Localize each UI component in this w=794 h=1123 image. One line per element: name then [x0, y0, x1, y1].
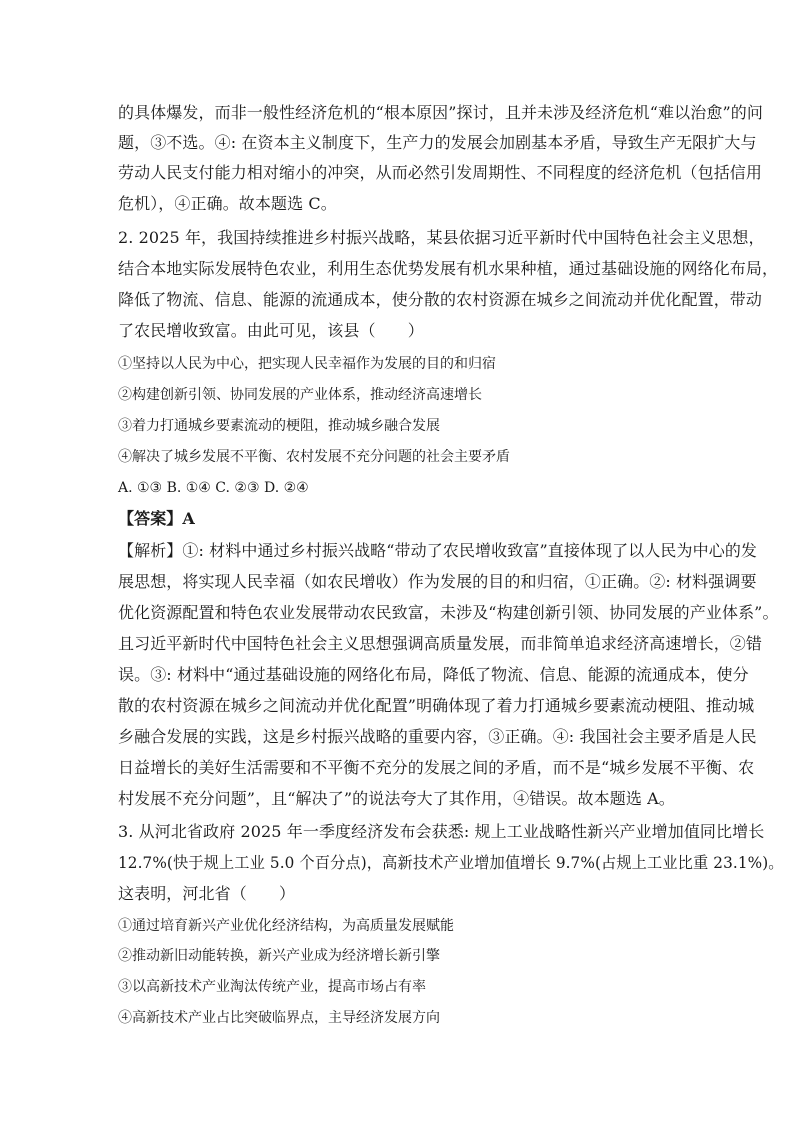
- question-2-stem: 了农民增收致富。由此可见，该县（ ）: [118, 321, 424, 340]
- question-3-option-4: ④高新技术产业占比突破临界点，主导经济发展方向: [118, 1010, 440, 1026]
- text-line: 劳动人民支付能力相对缩小的冲突，从而必然引发周期性、不同程度的经济危机（包括信用: [118, 163, 763, 182]
- question-3-stem: 这表明，河北省（ ）: [118, 884, 296, 903]
- text-line: 的具体爆发，而非一般性经济危机的“根本原因”探讨，且并未涉及经济危机“难以治愈”的问: [118, 103, 763, 122]
- question-2-option-2: ②构建创新引领、协同发展的产业体系，推动经济高速增长: [118, 387, 482, 403]
- question-2-choices: A. ①③ B. ①④ C. ②③ D. ②④: [118, 480, 309, 496]
- question-3-option-1: ①通过培育新兴产业优化经济结构，为高质量发展赋能: [118, 918, 454, 934]
- answer-label: 【答案】A: [118, 509, 195, 528]
- question-3-option-3: ③以高新技术产业淘汰传统产业，提高市场占有率: [118, 979, 426, 995]
- question-3-option-2: ②推动新旧动能转换，新兴产业成为经济增长新引擎: [118, 948, 440, 964]
- analysis-line: 展思想，将实现人民幸福（如农民增收）作为发展的目的和归宿，①正确。②: 材料强调要: [118, 572, 757, 591]
- analysis-line: 优化资源配置和特色农业发展带动农民致富，未涉及“构建创新引领、协同发展的产业体系”。: [118, 603, 779, 622]
- question-2-stem: 结合本地实际发展特色农业，利用生态优势发展有机水果种植，通过基础设施的网络化布局，: [118, 259, 779, 278]
- analysis-line: 【解析】①: 材料中通过乡村振兴战略“带动了农民增收致富”直接体现了以人民为中心的发: [118, 541, 758, 560]
- question-2-option-3: ③着力打通城乡要素流动的梗阻，推动城乡融合发展: [118, 418, 440, 434]
- analysis-line: 日益增长的美好生活需要和不平衡不充分的发展之间的矛盾，而不是“城乡发展不平衡、农: [118, 758, 755, 777]
- text-line: 危机），④正确。故本题选 C。: [118, 194, 337, 213]
- question-3-stem: 12.7%(快于规上工业 5.0 个百分点)，高新技术产业增加值增长 9.7%(占规上工业比重 23.1%)。: [118, 853, 784, 872]
- analysis-line: 且习近平新时代中国特色社会主义思想强调高质量发展，而非简单追求经济高速增长，②错: [118, 634, 763, 653]
- analysis-line: 散的农村资源在城乡之间流动并优化配置”明确体现了着力打通城乡要素流动梗阻、推动城: [118, 696, 755, 715]
- analysis-line: 误。③: 材料中“通过基础设施的网络化布局，降低了物流、信息、能源的流通成本，使分: [118, 665, 749, 684]
- question-2-stem: 降低了物流、信息、能源的流通成本，使分散的农村资源在城乡之间流动并优化配置，带动: [118, 290, 763, 309]
- question-3-stem: 3. 从河北省政府 2025 年一季度经济发布会获悉: 规上工业战略性新兴产业增加值同比增长: [118, 822, 765, 841]
- text-line: 题，③不选。④: 在资本主义制度下，生产力的发展会加剧基本矛盾，导致生产无限扩大与: [118, 133, 757, 152]
- question-2-option-1: ①坚持以人民为中心，把实现人民幸福作为发展的目的和归宿: [118, 356, 496, 372]
- question-2-stem: 2. 2025 年，我国持续推进乡村振兴战略，某县依据习近平新时代中国特色社会主义思想，: [118, 228, 765, 247]
- question-2-option-4: ④解决了城乡发展不平衡、农村发展不充分问题的社会主要矛盾: [118, 449, 510, 465]
- analysis-line: 乡融合发展的实践，这是乡村振兴战略的重要内容，③正确。④: 我国社会主要矛盾是人民: [118, 727, 757, 746]
- analysis-line: 村发展不充分问题”，且“解决了”的说法夸大了其作用，④错误。故本题选 A。: [118, 789, 675, 808]
